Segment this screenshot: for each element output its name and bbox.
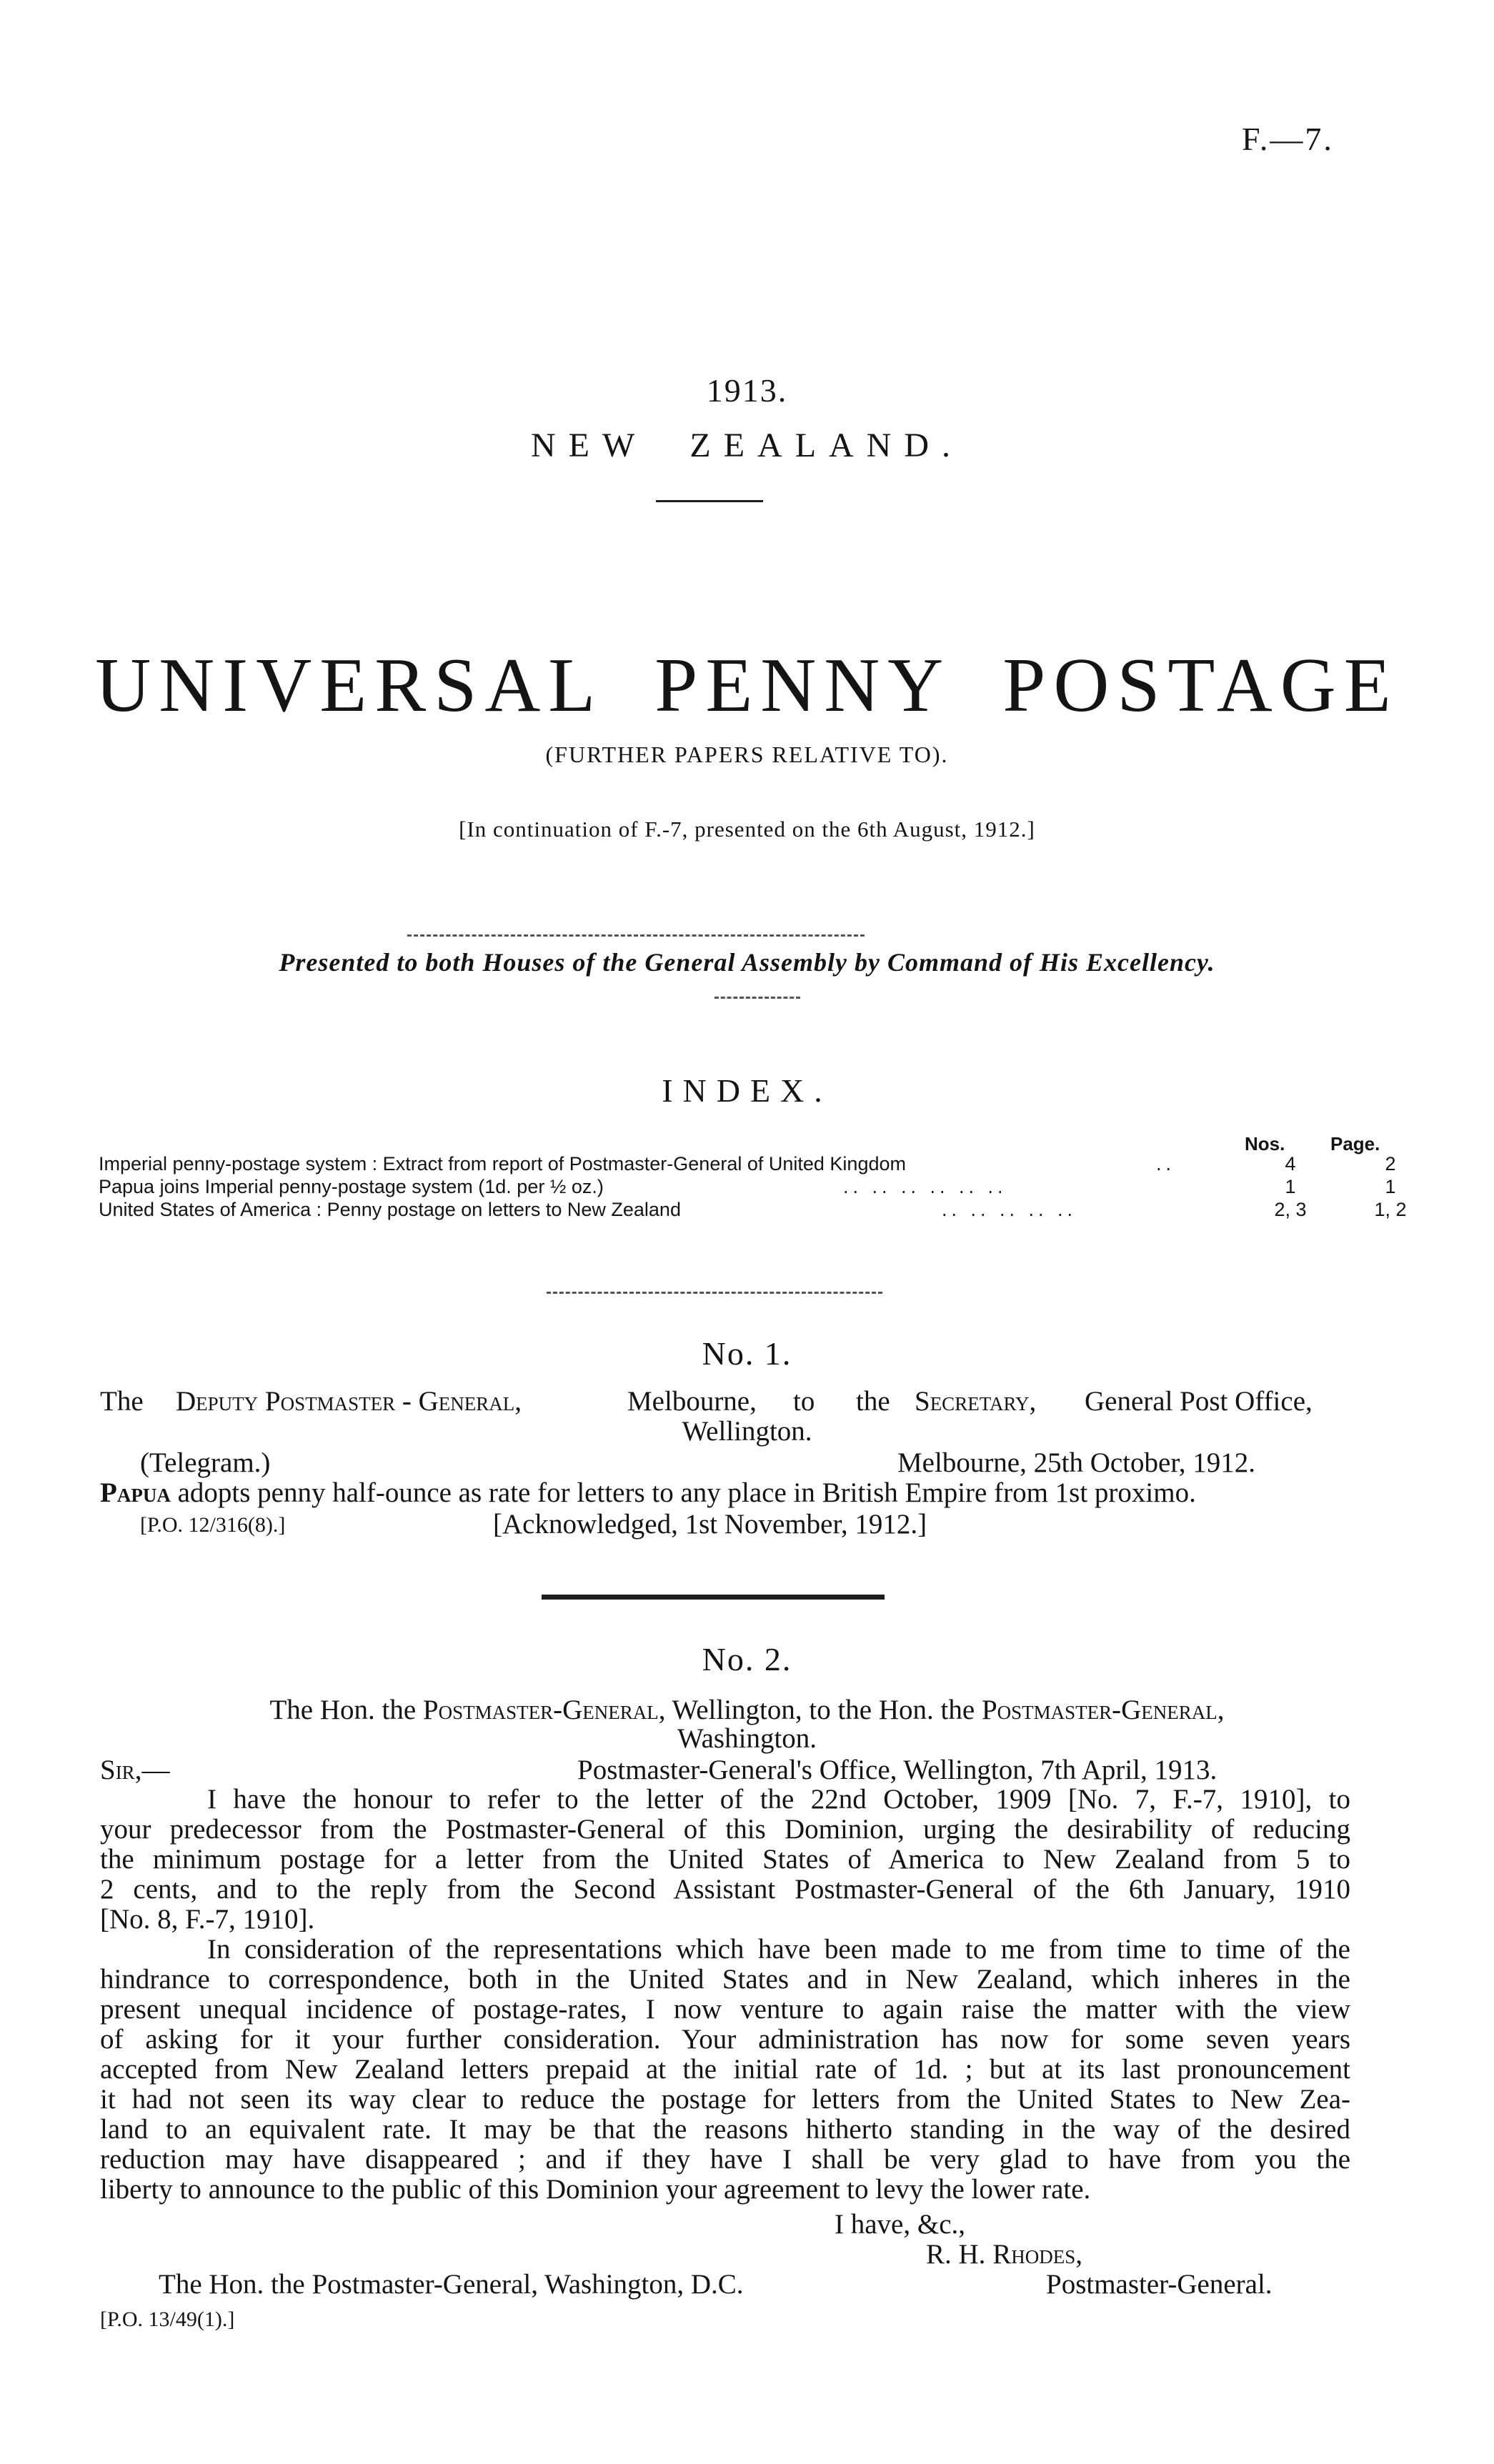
presented-statement: Presented to both Houses of the General Assembly by Command of His Excellency. [279,948,1215,977]
no2-signature [926,2239,1082,2270]
no2-address-line [0,1695,1494,1725]
index-row-leader: .. .. .. .. .. .. [843,1176,1007,1197]
continuation-note: [In continuation of F.-7, presented on the 6th August, 1912.] [459,817,1035,842]
paragraph-line: land to an equivalent rate. It may be that the reasons hitherto standing in the way of the desired [100,2114,1350,2145]
no1-to-city: Wellington. [682,1416,812,1447]
index-row-text: Imperial penny-postage system : Extract from report of Postmaster-General of United Kingdom [99,1153,906,1174]
paragraph-line: 2 cents, and to the reply from the Second Assistant Postmaster-General of the 6th January, 1910 [100,1874,1350,1905]
index-divider [547,1292,882,1294]
presented-rule-top [407,934,865,937]
no2-file-ref: [P.O. 13/49(1).] [100,2308,235,2331]
no1-telegram-label: (Telegram.) [140,1447,271,1478]
no1-dateline: Melbourne, 25th October, 1912. [897,1447,1256,1478]
no2-addr-d: Postmaster-General, [981,1695,1225,1725]
no1-heading: No. 1. [702,1335,792,1372]
country-heading: NEW ZEALAND. [530,427,964,464]
index-row-page: 1, 2 [1374,1199,1407,1220]
index-row-page: 2 [1385,1153,1396,1174]
no2-addr-b: Postmaster-General, [422,1695,666,1725]
paragraph-line: your predecessor from the Postmaster-General of this Dominion, urging the desirability of reducing [100,1814,1350,1845]
paragraph-line: In consideration of the representations which have been made to me from time to time of the [207,1934,1350,1965]
no1-to-the: the [856,1386,890,1417]
section-divider [542,1595,885,1600]
document-subtitle: (FURTHER PAPERS RELATIVE TO). [545,742,949,767]
index-row-page: 1 [1385,1176,1396,1197]
no2-paragraph-2 [100,1935,1350,2205]
year: 1913. [706,372,788,409]
paragraph-line: present unequal incidence of postage-rates, I now venture to again raise the matter with the view [100,1994,1350,2025]
index-row [99,1176,1396,1200]
index-row [99,1153,1396,1177]
no1-file-ref: [P.O. 12/316(8).] [140,1513,286,1537]
no1-body-caps: Papua [100,1477,171,1508]
no2-salutation: Sir,— [100,1755,170,1785]
paragraph-line: hindrance to correspondence, both in the United States and in New Zealand, which inheres in the [100,1964,1350,1995]
title-rule [656,500,763,502]
no1-to-place: General Post Office, [1085,1386,1313,1417]
index-row-nos: 4 [1285,1153,1296,1174]
no1-from-the: The [100,1386,144,1417]
no2-addr-c: Wellington, to the Hon. the [672,1695,975,1725]
index-row-nos: 1 [1285,1176,1296,1197]
no1-acknowledged: [Acknowledged, 1st November, 1912.] [493,1509,927,1540]
no2-closing: I have, &c., [835,2209,966,2240]
no2-heading: No. 2. [702,1641,792,1677]
no1-to-word: to [793,1386,815,1417]
signature-name: Rhodes, [992,2239,1082,2270]
paragraph-line: of asking for it your further consideration. Your administration has now for some seven years [100,2024,1350,2055]
signature-initials: R. H. [926,2239,986,2270]
index-row [99,1199,1407,1223]
no1-body-text: adopts penny half-ounce as rate for letters to any place in British Empire from 1st proximo. [177,1477,1196,1508]
paragraph-line: accepted from New Zealand letters prepaid at the initial rate of 1d. ; but at its last pronouncement [100,2054,1350,2085]
document-title: UNIVERSAL PENNY POSTAGE [95,643,1399,728]
no2-addr-a: The Hon. the [269,1695,417,1725]
index-row-nos: 2, 3 [1274,1199,1307,1220]
index-row-text: United States of America : Penny postage on letters to New Zealand [99,1199,681,1220]
no2-address-city: Washington. [677,1723,817,1754]
index-row-leader: .. .. .. .. .. [942,1199,1077,1220]
paragraph-line: reduction may have disappeared ; and if they have I shall be very glad to have from you the [100,2144,1350,2175]
paragraph-line: the minimum postage for a letter from the United States of America to New Zealand from 5 to [100,1844,1350,1875]
no2-signature-title: Postmaster-General. [1046,2269,1273,2300]
index-col-nos: Nos. [1245,1133,1285,1154]
paragraph-line: liberty to announce to the public of this Dominion your agreement to levy the lower rate. [100,2174,1091,2205]
presented-rule-bottom [714,997,800,999]
no2-recipient: The Hon. the Postmaster-General, Washington, D.C. [159,2269,744,2300]
paragraph-line: [No. 8, F.-7, 1910]. [100,1904,315,1935]
no2-dateline: Postmaster-General's Office, Wellington, 7th April, 1913. [577,1755,1217,1785]
index-row-text: Papua joins Imperial penny-postage system (1d. per ½ oz.) [99,1176,604,1197]
index-row-leader: .. [1156,1153,1176,1174]
index-col-page: Page. [1330,1133,1380,1154]
no1-body [100,1477,1196,1508]
no1-from-title: Deputy Postmaster - General, [176,1386,522,1417]
page-reference: F.—7. [1242,121,1334,157]
no1-from-place: Melbourne, [627,1386,757,1417]
no1-to-title: Secretary, [915,1386,1037,1417]
paragraph-line: I have the honour to refer to the letter of the 22nd October, 1909 [No. 7, F.-7, 1910], to [207,1784,1350,1815]
index-heading: INDEX. [662,1072,832,1109]
paragraph-line: it had not seen its way clear to reduce the postage for letters from the United States to New Zea- [100,2084,1350,2115]
no2-paragraph-1 [100,1785,1350,1935]
